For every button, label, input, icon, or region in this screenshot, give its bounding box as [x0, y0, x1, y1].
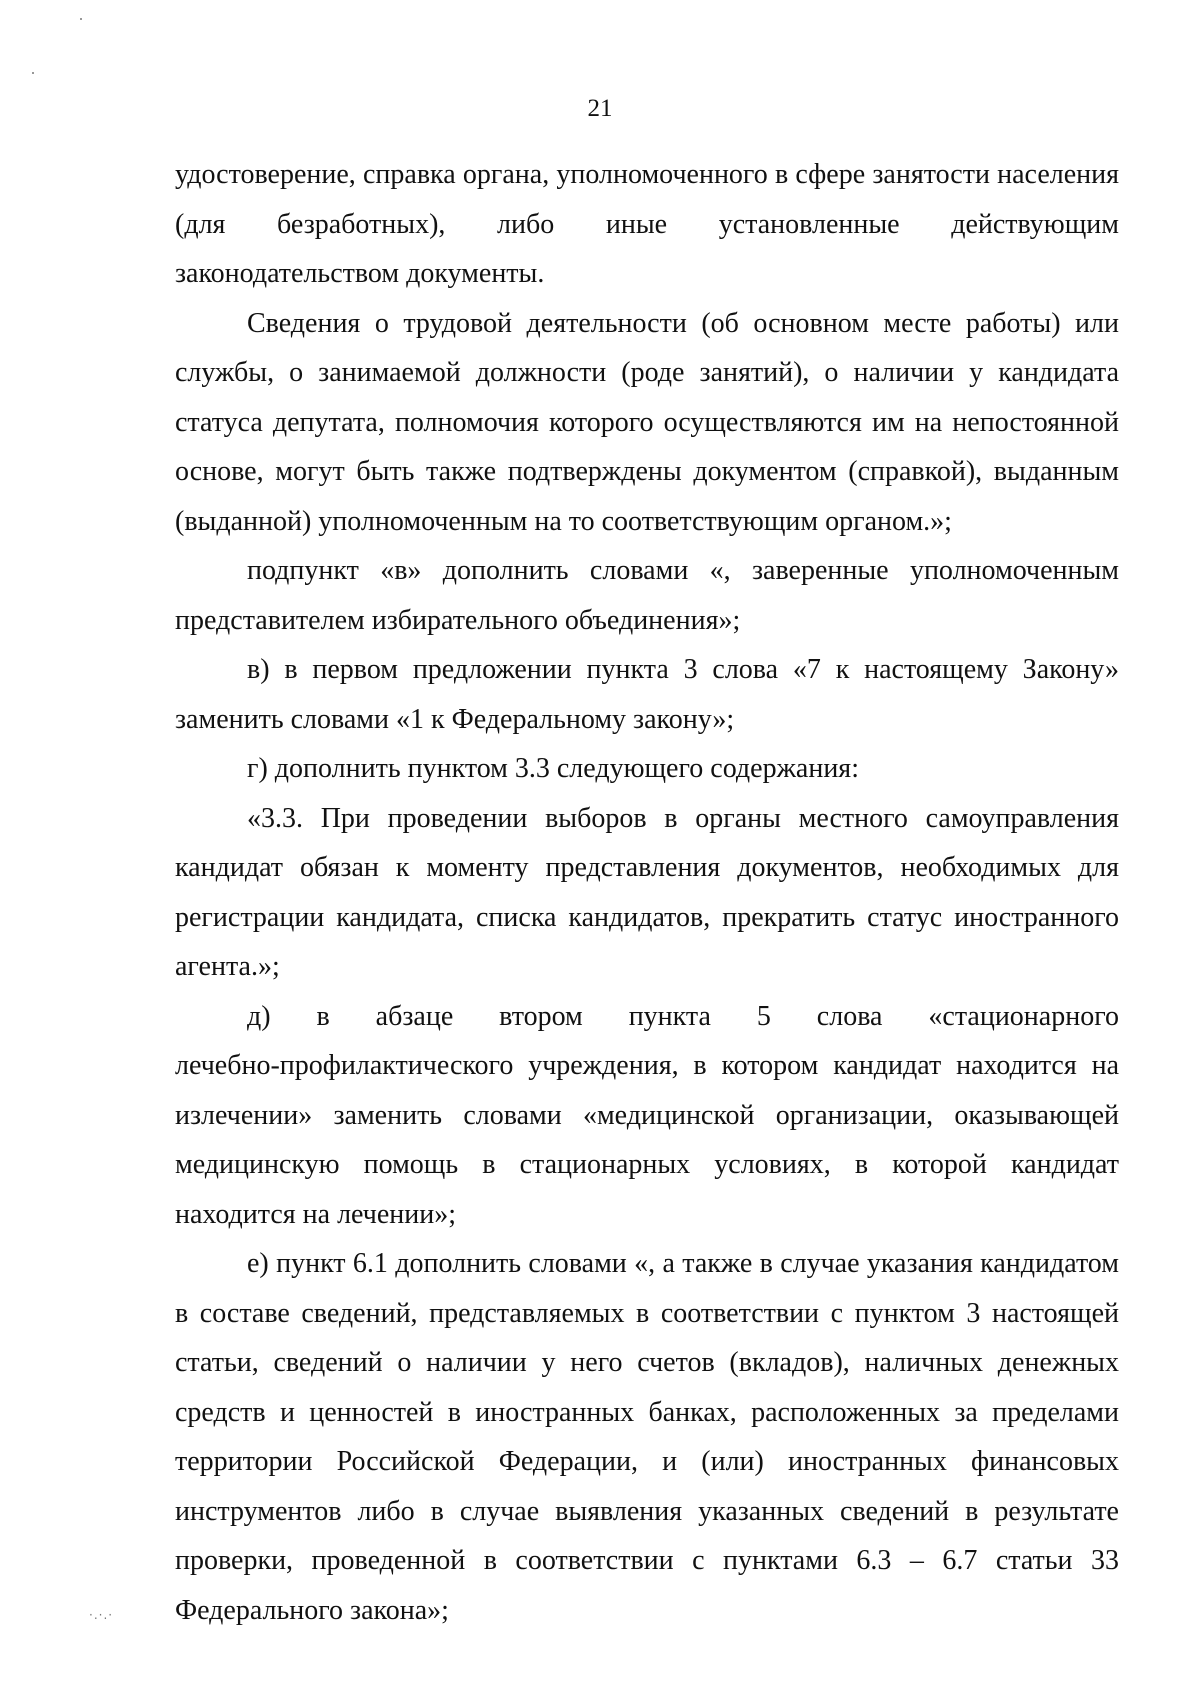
- text-line: законодательством документы.: [175, 258, 545, 289]
- scan-speck-mark: ·.·.·: [89, 1608, 114, 1622]
- paragraph-item-v: в) в первом предложении пункта 3 слова «7 к настоящему Закону» заменить словами «1 к Федеральному закону»;: [175, 654, 1119, 735]
- text-line: удостоверение, справка органа, уполномоченного в сфере занятости населения: [175, 159, 1119, 190]
- page-number: 21: [587, 95, 613, 122]
- paragraph-subitem-v: подпункт «в» дополнить словами «, заверенные уполномоченным представителем избирательного объединения»;: [175, 555, 1119, 636]
- paragraph-item-3-3: «3.3. При проведении выборов в органы местного самоуправления кандидат обязан к моменту представления документов, необходимых для регистрации кандидата, списка кандидатов, прекратить статус иностранного агента.»;: [175, 802, 1119, 982]
- text-line: д) в абзаце втором пункта 5 слова «стационарного: [247, 1000, 1119, 1032]
- paragraph-item-e: е) пункт 6.1 дополнить словами «, а также в случае указания кандидатом в составе сведений, представляемых в соответствии с пунктом 3 настоящей статьи, сведений о наличии у него счетов (вкладов), наличных денежных средств и ценностей в иностранных банках, расположенных за пределами территории Российской Федерации, и (или) иностранных финансовых инструментов либо в случае выявления указанных сведений в результате проверки, проведенной в соответствии с пунктами 6.3 – 6.7 статьи 33 Федерального закона»;: [175, 1248, 1119, 1626]
- paragraph-item-d: [175, 992, 1119, 1240]
- paragraph-item-g: г) дополнить пунктом 3.3 следующего содержания:: [247, 753, 859, 784]
- scan-dust-mark: [80, 18, 82, 20]
- paragraph-employment-info: Сведения о трудовой деятельности (об основном месте работы) или службы, о занимаемой должности (роде занятий), о наличии у кандидата статуса депутата, полномочия которого осуществляются им на непостоянной основе, могут быть также подтверждены документом (справкой), выданным (выданной) уполномоченным на то соответствующим органом.»;: [175, 307, 1119, 537]
- document-body: [175, 150, 1119, 1635]
- text-line: лечебно-профилактического учреждения, в котором кандидат находится на излечении» заменить словами «медицинской организации, оказывающей медицинскую помощь в стационарных условиях, в которой кандидат находится на лечении»;: [175, 1050, 1119, 1230]
- text-line: (для безработных), либо иные установленные действующим: [175, 208, 1119, 240]
- paragraph-continuation: [175, 150, 1119, 299]
- scan-dust-mark: [32, 72, 34, 74]
